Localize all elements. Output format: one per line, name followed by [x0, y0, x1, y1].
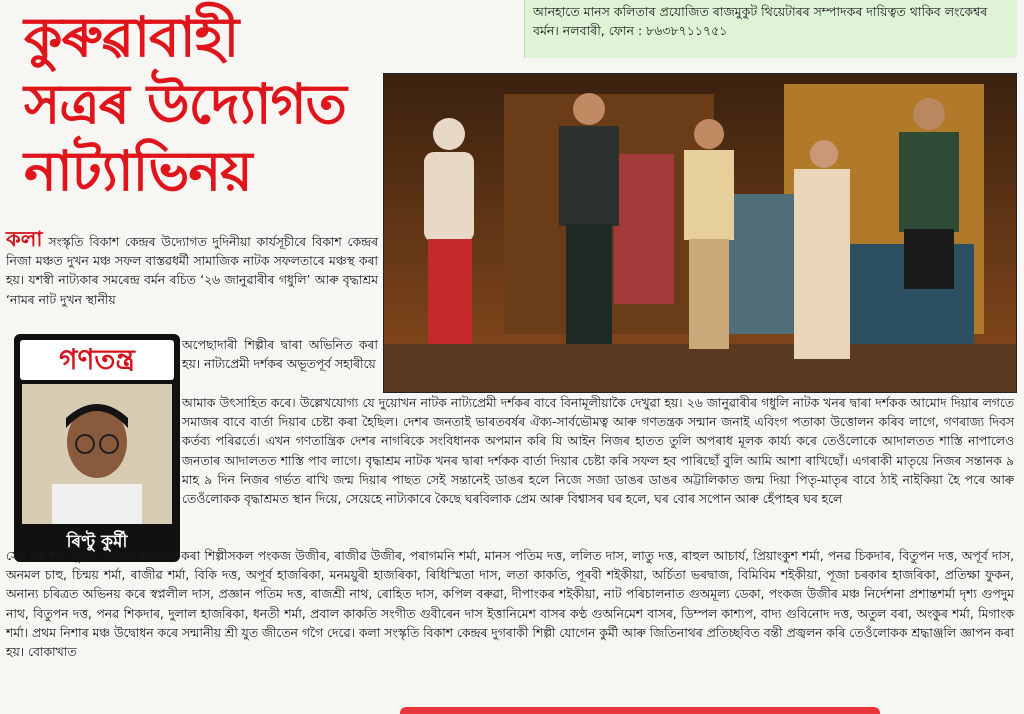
ganatantra-logo [20, 340, 174, 380]
headline-line-1: কুৰুৱাবাহী [24, 5, 239, 69]
bottom-red-strip [400, 707, 880, 714]
top-news-snippet [524, 0, 1017, 58]
portrait-illustration [22, 384, 172, 524]
article-headline [24, 4, 374, 205]
article-paragraph-1 [6, 227, 378, 310]
headline-line-3: নাট্যাভিনয় [24, 139, 252, 203]
top-snippet-text: আনহাতে মানস কলিতাৰ প্ৰযোজিত ৰাজমুকুট থিয়েটাৰৰ সম্পাদকৰ দায়িত্বত থাকিব লংকেশ্বৰ বৰ্মন। নলবাৰী, ফোন : ৮৬৩৮৭১১৭৫১ [533, 4, 988, 38]
stage-scene-illustration [384, 74, 1016, 392]
reporter-byline-box [14, 334, 180, 562]
reporter-photo [22, 384, 172, 524]
stage-play-photo [383, 73, 1017, 393]
article-paragraph-3: আমাক উৎসাহিত কৰে। উল্লেখযোগ্য যে দুয়োখন নাটক নাট্যপ্ৰেমী দৰ্শকৰ বাবে বিনামূলীয়াকৈ দেখুৱা হয়। ২৬ জানুৱাৰীৰ গধুলি নাটক খনৰ দ্বাৰা দৰ্শকক আমোদ দিয়াৰ লগতে সমাজৰ বাবে বাৰ্তা দিয়াৰ চেষ্টা কৰা হৈছিল। দেশৰ জনতাই ভাৰতবৰ্ষৰ ঐক্য-সাৰ্বভৌমত্ব আৰু গণতন্ত্ৰক সন্মান জনাই এবিংগ পতাকা উত্তোলন কৰিব লাগে, গণৰাজ্য দিবস কৰ্তব্য পৰিৱৰ্তে। এখন গণতান্ত্ৰিক দেশৰ নাগৰিকে সংবিধানক অপমান কৰি যি আইন নিজৰ হাতত তুলি অপৰাধ মূলক কাৰ্য্য কৰে তেওঁলোকে আদালতত শাস্তি নাপালেও জনতাৰ আদালতত শাস্তি পাব লাগে। বৃদ্ধাশ্ৰম নাটক খনৰ দ্বাৰা দৰ্শকক বাৰ্তা দিয়াৰ চেষ্টা কৰি সফল হব পাৰিছোঁ বুলি আমি আশা ৰাখিছোঁ। এগৰাকী মাতৃয়ে নিজৰ সন্তানক ৯ মাহ ৯ দিন নিজৰ গৰ্ভত ৰাখি জন্ম দিয়াৰ পাছত সেই সন্তানেই ডাঙৰ হলে নিজে সজা ডাঙৰ ডাঙৰ অট্টালিকাত জন্ম দিয়া পিতৃ-মাতৃৰ বাবে ঠাই নাইকিয়া হৈ পৰে আৰু তেওঁলোকক বৃদ্ধাশ্ৰমত স্থান দিয়ে, সেয়েহে নাট্যকাৰে কৈছে ঘৰবিলাক প্ৰেম আৰু বিশ্বাসৰ ঘৰ হলে, ঘৰ বোৰ সপোন আৰু হেঁপাহৰ ঘৰ হলে [182, 396, 1014, 507]
lead-word: কলা [6, 227, 43, 251]
article-paragraph-4: সেই ঘৰ স্বৰ্গ। দুয়ো নাটকত অভিনয় কৰা শিল্পীসকল পংকজ উজীৰ, ৰাজীৱ উজীৰ, পৰাগমনি শৰ্মা, মানস পতিম দত্ত, ললিত দাস, লাতু দত্ত, ৰাহুল আচাৰ্য, প্ৰিয়াংকুশ শৰ্মা, পনৱ চিকদাৰ, বিতুপন দত্ত, অপূৰ্ব দাস, অনমল চাহু, চিন্ময় শৰ্মা, ৰাজীৱ শৰ্মা, বিকি দত্ত, অপূৰ্ব হাজৰিকা, মনময়ুৰী হাজৰিকা, ৰিধিস্মিতা দাস, লতা কাকতি, পূৰবী শইকীয়া, অৰ্চিতা ভৰদ্বাজ, বিমিবিম শইকীয়া, পূজা চৰকাৰ হাজৰিকা, প্ৰতিক্ষা ফুকন, অনান্য চৰিত্ৰত অভিনয় কৰে স্বপ্নলীল দাস, প্ৰজ্ঞান পতিম দত্ত, ৰাজশ্ৰী নাথ, ৰোহিত দাস, কপিল বৰুৱা, দীপাংকৰ শইকীয়া, নাট পৰিচালনাত গুঅমূল্য ডেকা, পংকজ উজীৰ মঞ্চ নিৰ্দেশনা প্ৰশান্তশৰ্মা দৃশ্য গুপদুম নাথ, বিতুপন দত্ত, পনৱ শিকদাৰ, দুলাল হাজৰিকা, ধনতী শৰ্মা, প্ৰবাল কাকতি সংগীত গুবীৰেন দাস ইত্তানিমেশ বাসৰ কণ্ঠ গুঅনিমেশ বাসৰ, ডিম্পল কাশ্যপ, বাদ্য গুবিনোদ দত্ত, অতুল বৰা, অংকুৰ শৰ্মা, মিগাংক শৰ্মা। প্ৰথম নিশাৰ মঞ্চ উদ্বোধন কৰে সন্মানীয় শ্ৰী যুত জীতেন গগৈ দেৱে। কলা সংস্কৃতি বিকাশ কেন্দ্ৰৰ দুগৰাকী শিল্পী যোগেন কুৰ্মী আৰু জিতিনাথৰ প্ৰতিচ্ছবিত বন্তী প্ৰজ্বলন কৰি তেওঁলোকক শ্ৰদ্ধাঞ্জলি জ্ঞাপন কৰা হয়। বোকাখাত [6, 549, 1014, 660]
reporter-name: ৰিণ্টু কুৰ্মী [66, 532, 128, 552]
paragraph-1-text: সংস্কৃতি বিকাশ কেন্দ্ৰৰ উদ্যোগত দুদিনীয়া কাৰ্যসূচীৰে বিকাশ কেন্দ্ৰৰ নিজা মঞ্চত দুখন মঞ্চ সফল বাস্তৱধৰ্মী সামাজিক নাটক সফলতাৰে মঞ্চস্থ কৰা হয়। যশস্বী নাট্যকাৰ সমৰেন্দ্ৰ বৰ্মন ৰচিত ‘২৬ জানুৱাৰীৰ গধুলি’ আৰু বৃদ্ধাশ্ৰম ‘নামৰ নাট দুখন স্থানীয় [6, 235, 378, 307]
logo-text: গণতন্ত্ৰ [59, 343, 135, 376]
article-paragraph-2: অপেছাদাৰী শিল্পীৰ দ্বাৰা অভিনিত কৰা হয়। নাট্যপ্ৰেমী দৰ্শকৰ অভূতপূৰ্ব সহাৰীয়ে [182, 338, 378, 372]
headline-line-2: সত্ৰৰ উদ্যোগত [24, 72, 346, 136]
